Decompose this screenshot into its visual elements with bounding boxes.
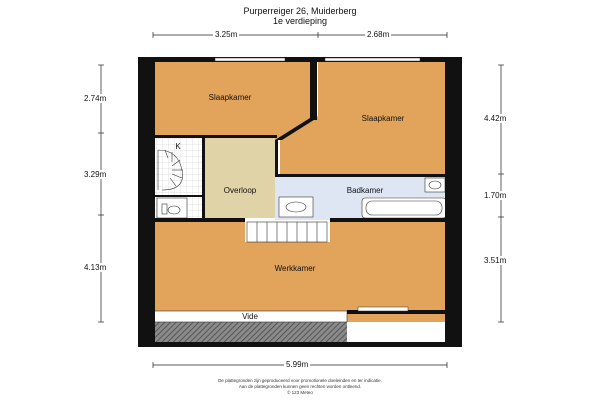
staircase-lower — [247, 222, 327, 242]
room-label-slaapkamer-1: Slaapkamer — [208, 93, 252, 102]
room-label-werkkamer: Werkkamer — [274, 264, 316, 273]
dim-left-3: 4.13m — [84, 263, 107, 272]
dim-bottom: 5.99m — [286, 360, 309, 369]
dim-right-1: 4.42m — [484, 114, 507, 123]
dim-top-right: 2.68m — [367, 30, 390, 39]
dim-right-3: 3.51m — [484, 256, 507, 265]
dim-top-left: 3.25m — [215, 30, 238, 39]
vide-area — [153, 322, 347, 344]
disclaimer-line-3: © 123 Meteo — [287, 390, 313, 395]
floor-title: 1e verdieping — [272, 16, 328, 26]
disclaimer-line-1: De plattegronden zijn geproduceerd voor promotionele doeleinden en ter indicatie. — [218, 378, 382, 383]
room-label-overloop: Overloop — [223, 186, 257, 195]
toilet-fixture — [157, 198, 187, 218]
dim-left-1: 2.74m — [84, 94, 107, 103]
disclaimer-line-2: Aan de plattegronden kunnen geen rechten worden ontleend. — [238, 384, 362, 389]
dim-left-2: 3.29m — [84, 170, 107, 179]
address-title: Purperreiger 26, Muiderberg — [243, 6, 357, 16]
room-label-vide: Vide — [242, 312, 258, 321]
overloop-area — [205, 138, 275, 218]
room-label-badkamer: Badkamer — [346, 186, 384, 195]
room-label-slaapkamer-2: Slaapkamer — [361, 114, 405, 123]
room-label-k: K — [175, 142, 181, 151]
dim-right-2: 1.70m — [484, 191, 507, 200]
